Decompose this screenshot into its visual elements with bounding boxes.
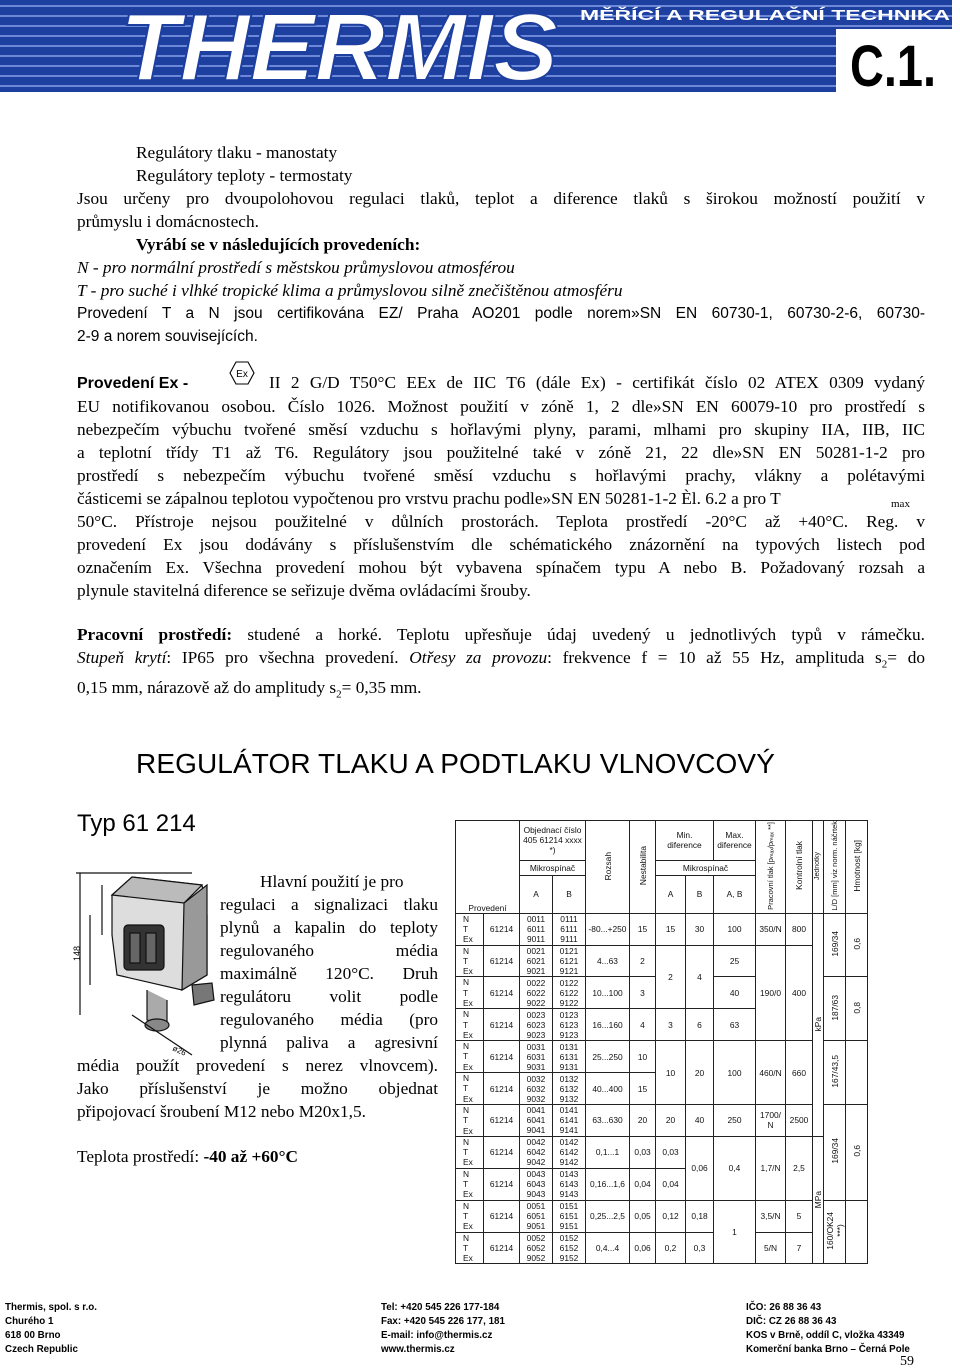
- min-diff-b: 0,3: [686, 1232, 714, 1264]
- order-code-b: 0151 6151 9151: [553, 1200, 586, 1232]
- section-code: C.1.: [850, 34, 936, 92]
- intro-purpose: Jsou určeny pro dvoupolohovou regulaci tlaků, teplot a diference tlaků s širokou možností použití v: [77, 189, 925, 208]
- footer-email-link[interactable]: E-mail: info@thermis.cz: [381, 1330, 493, 1341]
- ex-text-4: a teplotní třídy T1 až T6. Regulátory jsou použitelné také v zóně 21, 22 dle»SN EN 50281-1-2 pro: [77, 443, 925, 462]
- product-description: Hlavní použití je pro regulaci a signalizaci tlaku plynů a kapalin do teploty regulovaného média maximálně 120°C. Druh regulátoru volit podle regulovaného média (pro plynná paliva a agresivní: [220, 872, 438, 1052]
- intro-line-temperature: Regulátory teploty - termostaty: [136, 166, 353, 185]
- col-max-diff: Max. diference: [714, 821, 756, 861]
- table-row: [456, 913, 868, 945]
- col-test-pressure: Kontrolní tlak: [786, 821, 813, 914]
- ex-text-8: provedení Ex jsou dodávány s příslušenstvím dle schématického znázornění na typových listech pod: [77, 535, 925, 554]
- regulator-drawing-image: [72, 855, 222, 1060]
- instability-cell: 0,06: [630, 1232, 656, 1264]
- work-label: Pracovní prostředí:: [77, 625, 233, 644]
- min-diff-a: 15: [656, 913, 686, 945]
- work-pressure: 5/N: [756, 1232, 786, 1264]
- type-number: 61214: [484, 1136, 520, 1168]
- range-cell: -80...+250: [586, 913, 630, 945]
- product-title: REGULÁTOR TLAKU A PODTLAKU VLNOVCOVÝ: [136, 748, 775, 779]
- unit-mpa: MPa: [813, 1136, 824, 1264]
- footer-phone: Tel: +420 545 226 177-184: [381, 1302, 500, 1313]
- order-code-a: 0031 6031 9031: [520, 1041, 553, 1073]
- max-diff: 25: [714, 945, 756, 977]
- type-number: 61214: [484, 913, 520, 945]
- max-diff: 1: [714, 1200, 756, 1264]
- table-row: [456, 1104, 868, 1136]
- min-diff-b: 40: [686, 1104, 714, 1136]
- order-code-a: 0051 6051 9051: [520, 1200, 553, 1232]
- min-diff-a: 2: [656, 945, 686, 1009]
- order-code-b: 0132 6132 9132: [553, 1073, 586, 1105]
- tmax-subscript: max: [891, 498, 910, 510]
- ex-text-2: EU notifikovanou osobou. Číslo 1026. Možnost použití v zóně 1, 2 dle»SN EN 60079-10 pro prostředí s: [77, 397, 925, 416]
- svg-text:Ex: Ex: [236, 369, 248, 380]
- instability-cell: 0,03: [630, 1136, 656, 1168]
- order-code-b: 0121 6121 9121: [553, 945, 586, 977]
- col-range: Rozsah: [586, 821, 630, 914]
- test-pressure: 800: [786, 913, 813, 945]
- instability-cell: 0,04: [630, 1168, 656, 1200]
- version-kinds: N T Ex: [456, 1168, 484, 1200]
- brand-wordmark: THERMIS: [120, 0, 558, 92]
- brand-tagline: MĚŘÍCÍ A REGULAČNÍ TECHNIKA: [580, 7, 822, 24]
- order-code-b: 0152 6152 9152: [553, 1232, 586, 1264]
- type-number: 61214: [484, 1009, 520, 1041]
- instability-cell: 15: [630, 1073, 656, 1105]
- col-mass: Hmotnost [kg]: [846, 821, 868, 914]
- ex-text-3: nebezpečím výbuchu tvořené směsí vzduchu s hořlavými plyny, parami, mlhami pro skupiny IIA, IIB, IIC: [77, 420, 925, 439]
- version-kinds: N T Ex: [456, 1104, 484, 1136]
- instability-cell: 4: [630, 1009, 656, 1041]
- footer-contact: [381, 1301, 505, 1357]
- type-number: 61214: [484, 977, 520, 1009]
- mass-cell: 0,6: [846, 1104, 868, 1200]
- col-instability: Nestabilita: [630, 821, 656, 914]
- test-pressure: 2500: [786, 1104, 813, 1136]
- range-cell: 63...630: [586, 1104, 630, 1136]
- mass-cell: 0,8: [846, 977, 868, 1041]
- shock-text: 0,15 mm, nárazově až do amplitudy s: [77, 678, 337, 698]
- range-cell: 0,16...1,6: [586, 1168, 630, 1200]
- range-cell: 4...63: [586, 945, 630, 977]
- min-diff-a: 0,03: [656, 1136, 686, 1168]
- min-diff-a: 3: [656, 1009, 686, 1041]
- order-code-a: 0042 6042 9042: [520, 1136, 553, 1168]
- instability-cell: 20: [630, 1104, 656, 1136]
- temp-value: -40 až +60°C: [203, 1147, 298, 1166]
- version-kinds: N T Ex: [456, 1041, 484, 1073]
- ex-cert-line: II 2 G/D T50°C EEx de IIC T6 (dále Ex) - certifikát číslo 02 ATEX 0309 vydaný: [269, 373, 925, 392]
- range-cell: 40...400: [586, 1073, 630, 1105]
- table-row: [456, 1200, 868, 1232]
- col-units: Jednotky: [813, 821, 824, 914]
- dimensions-cell: 187/63: [824, 977, 846, 1041]
- header-banner: [0, 0, 952, 92]
- min-diff-b: 0,06: [686, 1136, 714, 1200]
- version-kinds: N T Ex: [456, 1009, 484, 1041]
- min-diff-b: 0,18: [686, 1200, 714, 1232]
- order-code-a: 0011 6011 9011: [520, 913, 553, 945]
- range-cell: 10...100: [586, 977, 630, 1009]
- page-number: 59: [900, 1354, 914, 1369]
- order-code-b: 0131 6131 9131: [553, 1041, 586, 1073]
- instability-cell: 0,05: [630, 1200, 656, 1232]
- test-pressure: 7: [786, 1232, 813, 1264]
- svg-text:148: 148: [72, 945, 82, 961]
- working-conditions: Pracovní prostředí: studené a horké. Teplotu upřesňuje údaj uvedený u jednotlivých typů v rámečku. Stupeň krytí: IP65 pro všechna provedení. Otřesy za provozu: frekvence f = 10 až 55 Hz, amplituda $s_2=$ do 0,15 mm, nárazově až do amplitudy $s_2= 0,35$ mm.: [77, 625, 925, 701]
- work-pressure: 190/0: [756, 945, 786, 1041]
- max-diff: 100: [714, 913, 756, 945]
- table-row: [456, 1232, 868, 1264]
- version-kinds: N T Ex: [456, 945, 484, 977]
- order-code-a: 0032 6032 9032: [520, 1073, 553, 1105]
- max-diff: 40: [714, 977, 756, 1009]
- version-kinds: N T Ex: [456, 1136, 484, 1168]
- versions-heading: Vyrábí se v následujících provedeních:: [136, 235, 421, 254]
- dimensions-cell: 167/43,5: [824, 1041, 846, 1105]
- min-diff-b: 30: [686, 913, 714, 945]
- work-pressure: 1700/ N: [756, 1104, 786, 1136]
- range-cell: 0,25...2,5: [586, 1200, 630, 1232]
- intro-line-pressure: Regulátory tlaku - manostaty: [136, 143, 338, 162]
- test-pressure: 5: [786, 1200, 813, 1232]
- certification-text-end: 2-9 a norem souvisejících.: [77, 328, 258, 345]
- footer-address: Thermis, spol. s r.o. Churého 1 618 00 Brno Czech Republic: [5, 1302, 98, 1355]
- test-pressure: 660: [786, 1041, 813, 1105]
- ip-label: Stupeň krytí: [77, 648, 167, 667]
- type-number: 61214: [484, 1104, 520, 1136]
- spec-table: Provedení Objednací číslo 405 61214 xxxx *) Rozsah Nestabilita Min. diference Max. diference Pracovní tlak [pₘₐₓ/pₘₐₓ **] Kontrolní tlak Jednotky L/D [mm] viz norm. náčrtek Hmotnost [kg] Mikrospínač Mikrospínač A B A B A, B N T Ex 61214 0011 6011 9011 0111 6111 9111 -80...+250 15 15 30 100 350/N 800 kPa 169/34 0,6 N T Ex 61214 0021 6021 9021 0121 6121 9121 4...63 2 2 4 25 190/0 400 N T Ex 61214 0022 6022 9022 0122 6122 9122 10...100 3 40 187/63 0,8 N T Ex 61214 0023 6023 9023 0123 6123 9123 16...160 4 3 6 63 N T Ex 61214 0031 6031 9031 0131 6131 9131 25...250 10 10 20 100 460/N 660 167/43,5 N T Ex 61214 0032 6032 9032 0132 6132 9132 40...400 15 N T Ex 61214 0041 6041 9041 0141 6141 9141 63...630 20 20 40 250 1700/ N 2500 169/34 0,6 N T Ex 61214 0042 6042 9042 0142 6142 9142 0,1...1 0,03 0,03 0,06 0,4 1,7/N 2,5 MPa N T Ex 61214 0043 6043 9043 0143 6143 9143 0,16...1,6 0,04 0,04 N T Ex 61214 0051 6051 9051 0151 6151 9151 0,25...2,5 0,05 0,12 0,18 1 3,5/N 5 160/OK24 ***) N T Ex 61214 0052 6052 9052 0152 6152 9152 0,4...4 0,06 0,2 0,3 5/N 7: [455, 820, 868, 1264]
- min-diff-b: 4: [686, 945, 714, 1009]
- col-order-number: Objednací číslo 405 61214 xxxx *): [520, 821, 586, 861]
- col-dimensions: L/D [mm] viz norm. náčrtek: [824, 821, 846, 914]
- work-text: studené a horké. Teplotu upřesňuje údaj uvedený u jednotlivých typů v rámečku.: [232, 625, 925, 644]
- intro-purpose-end: průmyslu i domácnostech.: [77, 212, 259, 231]
- instability-cell: 2: [630, 945, 656, 977]
- test-pressure: 400: [786, 945, 813, 1041]
- work-pressure: 1,7/N: [756, 1136, 786, 1200]
- test-pressure: 2,5: [786, 1136, 813, 1200]
- version-kinds: N T Ex: [456, 913, 484, 945]
- order-code-a: 0021 6021 9021: [520, 945, 553, 977]
- work-pressure: 350/N: [756, 913, 786, 945]
- svg-text:ø26: ø26: [171, 1043, 188, 1058]
- order-code-a: 0041 6041 9041: [520, 1104, 553, 1136]
- footer-web-link[interactable]: www.thermis.cz: [381, 1344, 455, 1355]
- thermis-logo: [0, 0, 952, 92]
- footer-fax: Fax: +420 545 226 177, 181: [381, 1316, 505, 1327]
- ex-text-7: 50°C. Přístroje nejsou použitelné v důlních prostorách. Teplota prostředí -20°C až +40°C. Reg. v: [77, 512, 925, 531]
- version-kinds: N T Ex: [456, 1200, 484, 1232]
- table-row: [456, 945, 868, 977]
- ex-text-6: částicemi se zápalnou teplotou vypočtenou pro vrstvu prachu podle»SN EN 50281-1-2 Èl. 6.2 a pro T: [77, 489, 781, 508]
- version-kinds: N T Ex: [456, 977, 484, 1009]
- order-code-b: 0111 6111 9111: [553, 913, 586, 945]
- product-description-cont: média použít provedení s nerez vlnovcem). Jako příslušenství je možno objednat připojovací šroubení M12 nebo M20x1,5.: [77, 1056, 438, 1121]
- min-diff-a: 20: [656, 1104, 686, 1136]
- vibration-label: Otřesy za provozu: [409, 648, 548, 667]
- mass-cell: 0,6: [846, 913, 868, 977]
- max-diff: 63: [714, 1009, 756, 1041]
- order-code-b: 0142 6142 9142: [553, 1136, 586, 1168]
- min-diff-a: 0,12: [656, 1200, 686, 1232]
- unit-kpa: kPa: [813, 913, 824, 1136]
- type-number: 61214: [484, 945, 520, 977]
- mass-cell: [846, 1041, 868, 1105]
- range-cell: 0,1...1: [586, 1136, 630, 1168]
- intro-block: [77, 141, 925, 348]
- order-code-a: 0043 6043 9043: [520, 1168, 553, 1200]
- order-code-b: 0123 6123 9123: [553, 1009, 586, 1041]
- type-number: 61214: [484, 1200, 520, 1232]
- type-number: 61214: [484, 1232, 520, 1264]
- table-row: [456, 1041, 868, 1073]
- product-type: Typ 61 214: [77, 810, 196, 837]
- version-kinds: N T Ex: [456, 1232, 484, 1264]
- min-diff-a: 10: [656, 1041, 686, 1105]
- min-diff-a: 0,04: [656, 1168, 686, 1200]
- order-code-b: 0141 6141 9141: [553, 1104, 586, 1136]
- dimensions-cell: 160/OK24 ***): [824, 1200, 846, 1264]
- mass-cell: [846, 1200, 868, 1264]
- range-cell: 0,4...4: [586, 1232, 630, 1264]
- type-number: 61214: [484, 1073, 520, 1105]
- ex-hexagon-icon: [229, 361, 255, 385]
- order-code-b: 0122 6122 9122: [553, 977, 586, 1009]
- instability-cell: 15: [630, 913, 656, 945]
- dimensions-cell: 169/34: [824, 1104, 846, 1200]
- ex-text-9: označením Ex. Všechna provedení mohou být vybavena spínačem typu A nebo B. Požadovaný rozsah a: [77, 558, 925, 577]
- order-code-a: 0022 6022 9022: [520, 977, 553, 1009]
- table-row: [456, 1136, 868, 1168]
- order-code-b: 0143 6143 9143: [553, 1168, 586, 1200]
- work-pressure: 460/N: [756, 1041, 786, 1105]
- dimensions-cell: 169/34: [824, 913, 846, 977]
- type-number: 61214: [484, 1041, 520, 1073]
- order-code-a: 0052 6052 9052: [520, 1232, 553, 1264]
- vibration-text: : frekvence f = 10 až 55 Hz, amplituda s: [547, 648, 882, 667]
- max-diff: 100: [714, 1041, 756, 1105]
- ex-block: [77, 371, 925, 602]
- instability-cell: 10: [630, 1041, 656, 1073]
- version-t: T - pro suché i vlhké tropické klima a průmyslovou silně znečištěnou atmosféru: [77, 281, 623, 300]
- range-cell: 16...160: [586, 1009, 630, 1041]
- temp-label: Teplota prostředí:: [77, 1147, 200, 1166]
- work-pressure: 3,5/N: [756, 1200, 786, 1232]
- footer-registration: IČO: 26 88 36 43 DIČ: CZ 26 88 36 43 KOS v Brně, oddíl C, vložka 43349 Komerční banka Brno – Černá Pole: [746, 1302, 910, 1355]
- min-diff-b: 6: [686, 1009, 714, 1041]
- order-code-a: 0023 6023 9023: [520, 1009, 553, 1041]
- min-diff-a: 0,2: [656, 1232, 686, 1264]
- col-version: Provedení: [456, 821, 520, 914]
- version-n: N - pro normální prostředí s městskou průmyslovou atmosférou: [77, 258, 515, 277]
- ip-text: : IP65 pro všechna provedení.: [166, 648, 410, 667]
- ex-label: Provedení Ex -: [77, 375, 189, 392]
- min-diff-b: 20: [686, 1041, 714, 1105]
- certification-text: Provedení T a N jsou certifikována EZ/ Praha AO201 podle norem»SN EN 60730-1, 60730-2-6, 60730-: [77, 305, 925, 322]
- col-work-pressure: Pracovní tlak [pₘₐₓ/pₘₐₓ **]: [756, 821, 786, 914]
- ex-text-10: plynule stavitelná diference se seřizuje dvěma ovládacími šrouby.: [77, 581, 531, 600]
- instability-cell: 3: [630, 977, 656, 1009]
- max-diff: 0,4: [714, 1136, 756, 1200]
- range-cell: 25...250: [586, 1041, 630, 1073]
- max-diff: 250: [714, 1104, 756, 1136]
- col-min-diff: Min. diference: [656, 821, 714, 861]
- version-kinds: N T Ex: [456, 1073, 484, 1105]
- type-number: 61214: [484, 1168, 520, 1200]
- ex-text-5: prostředí s nebezpečím výbuchu tvořené směsí vzduchu s hořlavými prachy, vlákny a polétavými: [77, 466, 925, 485]
